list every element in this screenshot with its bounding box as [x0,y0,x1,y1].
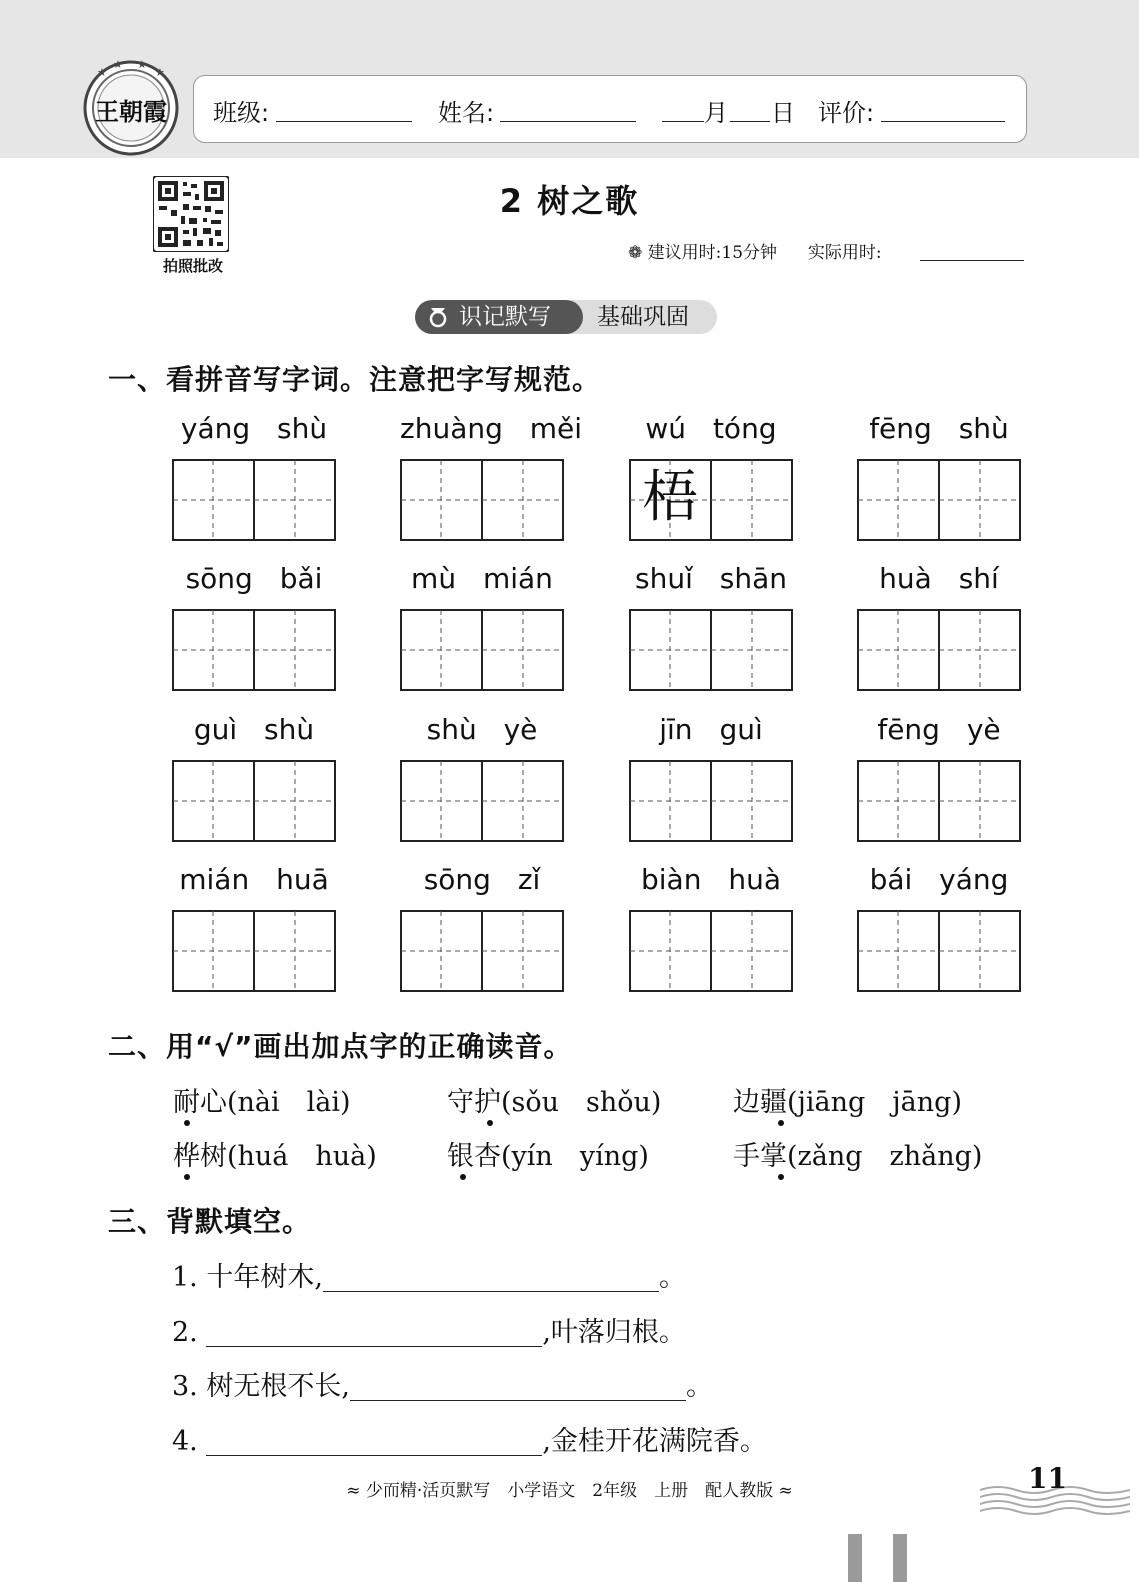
tianzige-box[interactable] [400,910,564,992]
recite-line-3 [172,1364,713,1403]
recite-blank[interactable] [206,1322,542,1347]
tianzige-box[interactable] [400,609,564,691]
recite-text: 4. [172,1426,207,1457]
tianzige-box[interactable] [172,459,336,541]
tianzige-box[interactable] [172,910,336,992]
eval-input-line[interactable] [881,121,1005,122]
section1-heading: 一、看拼音写字词。注意把字写规范。 [108,363,602,396]
clock-icon: ❁ [628,243,643,263]
class-label: 班级: [213,99,270,127]
section2-heading: 二、用“√”画出加点字的正确读音。 [108,1030,573,1063]
recite-blank[interactable] [206,1431,542,1456]
pinyin-label: fēng yè [877,713,1001,746]
pinyin-label: jīn guì [659,713,763,746]
recite-text: 。 [658,1262,686,1293]
medal-icon [427,306,449,328]
student-info-box [193,75,1027,143]
actual-time-input-line[interactable] [920,260,1024,261]
pronunciation-item[interactable]: 手掌(zǎng zhǎng) [733,1141,983,1172]
pinyin-label: mián huā [179,863,329,896]
time-line [628,238,882,263]
pinyin-label: zhuàng měi [400,412,583,445]
pinyin-label: fēng shù [869,412,1009,445]
day-label: 日 [771,99,795,127]
footer-text: ≈ 少而精·活页默写 小学语文 2年级 上册 配人教版 ≈ [346,1481,793,1501]
recite-text: 。 [685,1371,713,1402]
page-number: 11 [1028,1462,1067,1495]
pinyin-label: wú tóng [645,412,777,445]
tianzige-box[interactable] [629,609,793,691]
emphasis-dot [778,1120,784,1126]
pinyin-label: guì shù [193,713,315,746]
pronunciation-item[interactable]: 守护(sǒu shǒu) [447,1087,662,1118]
recite-line-2 [172,1310,686,1349]
tianzige-box[interactable] [629,760,793,842]
logo-text: 王朝霞 [95,97,167,126]
tianzige-box[interactable] [857,760,1021,842]
recite-text: 1. 十年树木, [172,1262,323,1293]
month-label: 月 [704,99,728,127]
emphasis-dot [184,1174,190,1180]
pinyin-label: sōng bǎi [185,562,323,595]
actual-time-label: 实际用时: [807,243,882,263]
day-input-line[interactable] [730,121,770,122]
eval-label: 评价: [818,99,875,127]
badge-dark [415,300,583,334]
qr-label: 拍照批改 [162,257,223,275]
emphasis-dot [778,1174,784,1180]
tianzige-box[interactable] [857,609,1021,691]
emphasis-dot [184,1120,190,1126]
pinyin-label: mù mián [411,562,553,595]
section3-heading: 三、背默填空。 [108,1205,312,1238]
tianzige-box[interactable] [400,760,564,842]
badge-light-label: 基础巩固 [597,304,689,330]
pronunciation-item[interactable]: 耐心(nài lài) [173,1087,351,1118]
tianzige-box[interactable] [857,459,1021,541]
page-edge-tab [848,1534,862,1582]
svg-text:★: ★ [155,66,165,79]
pinyin-label: shù yè [426,713,538,746]
pinyin-label: shuǐ shān [635,562,787,595]
pinyin-label: sōng zǐ [423,863,541,896]
badge-light [565,300,717,334]
svg-text:★: ★ [137,60,147,71]
tianzige-box[interactable] [172,609,336,691]
recite-line-1 [172,1255,686,1294]
name-input-line[interactable] [500,121,636,122]
page-edge-tab [893,1534,907,1582]
recite-text: 3. 树无根不长, [172,1371,350,1402]
svg-text:★: ★ [97,66,107,79]
recite-blank[interactable] [323,1267,659,1292]
tianzige-box[interactable] [629,910,793,992]
recite-line-4 [172,1419,767,1458]
prefilled-character: 梧 [642,465,698,530]
emphasis-dot [460,1174,466,1180]
lesson-title: 2 树之歌 [499,182,640,220]
pinyin-label: biàn huà [640,863,781,896]
recite-text: ,叶落归根。 [542,1317,686,1348]
tianzige-box[interactable] [172,760,336,842]
badge-dark-label: 识记默写 [459,304,551,330]
pronunciation-item[interactable]: 桦树(huá huà) [173,1141,377,1172]
recite-blank[interactable] [350,1376,686,1401]
tianzige-box[interactable] [857,910,1021,992]
class-input-line[interactable] [276,121,412,122]
pronunciation-item[interactable]: 银杏(yín yíng) [447,1141,649,1172]
tianzige-box[interactable] [400,459,564,541]
recite-text: 2. [172,1317,207,1348]
month-input-line[interactable] [662,121,704,122]
pinyin-label: huà shí [879,562,999,595]
pronunciation-item[interactable]: 边疆(jiāng jāng) [733,1087,962,1118]
suggested-time: 建议用时:15分钟 [647,243,778,263]
name-label: 姓名: [438,99,495,127]
pinyin-label: yáng shù [180,412,328,445]
svg-text:★: ★ [113,60,123,71]
recite-text: ,金桂开花满院香。 [542,1426,767,1457]
pinyin-label: bái yáng [869,863,1009,896]
emphasis-dot [487,1120,493,1126]
